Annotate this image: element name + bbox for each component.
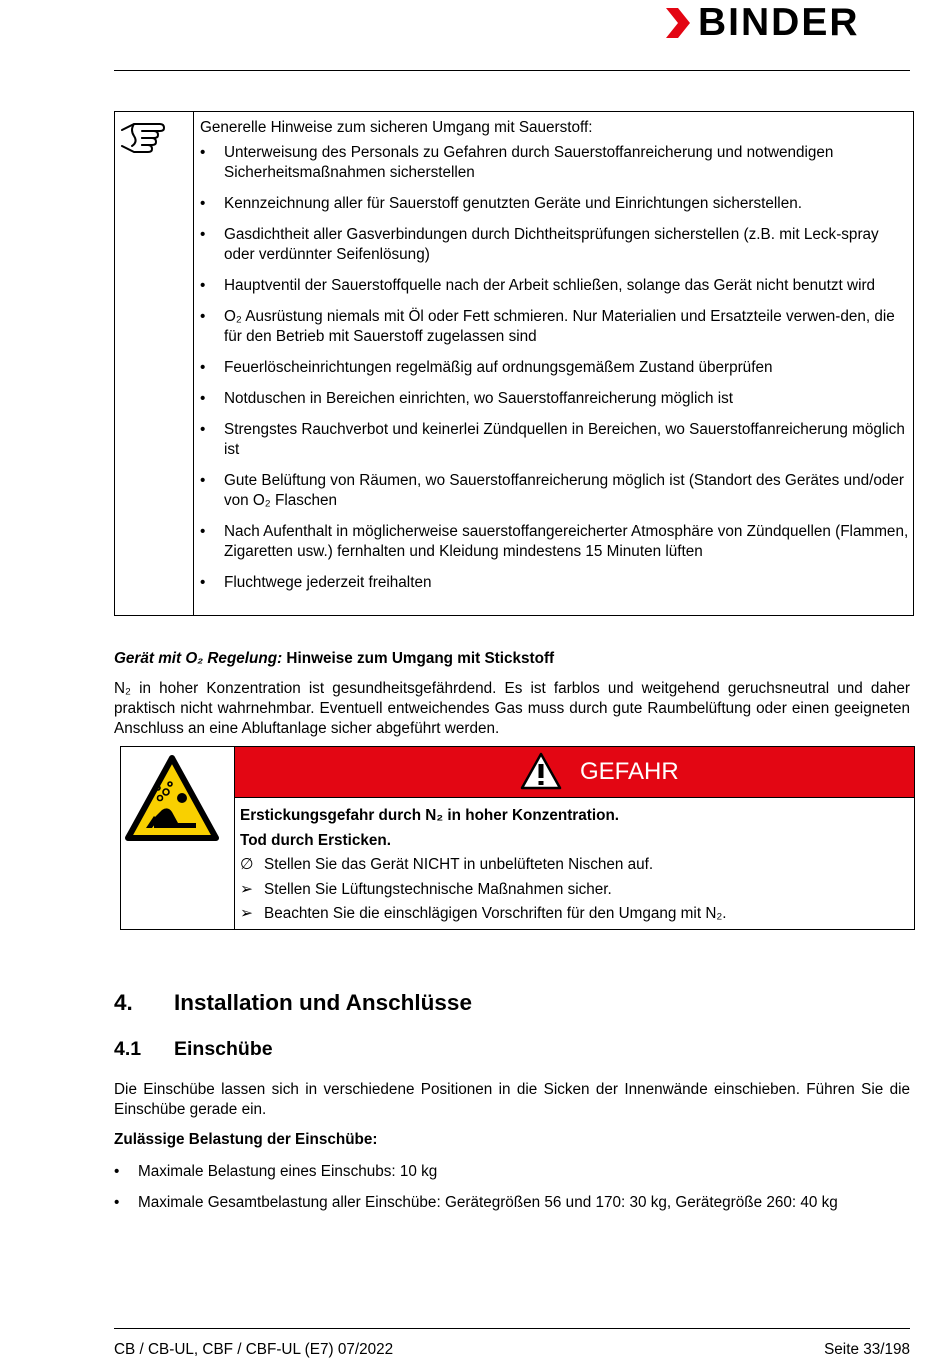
instruction-row [240,853,910,878]
nitrogen-title [114,649,554,669]
warning-triangle-icon [520,752,562,790]
oxygen-safety-list [200,143,910,593]
list-item: • Notduschen in Bereichen einrichten, wo Sauerstoffanreicherung möglich ist [200,389,910,409]
consequence-statement: Tod durch Ersticken. [240,831,392,849]
list-item: • Strengstes Rauchverbot und keinerlei Zündquellen in Bereichen, wo Sauerstoffanreicherung möglich ist [200,420,910,460]
signal-word: GEFAHR [580,758,679,785]
section-number: 4. [114,990,133,1015]
list-item: • Unterweisung des Personals zu Gefahren durch Sauerstoffanreicherung und notwendigen Sicherheitsmaßnahmen sicherstellen [200,143,910,183]
list-item: • Maximale Belastung eines Einschubs: 10 kg [114,1162,914,1182]
section-heading-4-1 [114,1036,273,1062]
hazard-statement: Erstickungsgefahr durch N₂ in hoher Konzentration. [240,807,620,824]
nitrogen-paragraph: N₂ in hoher Konzentration ist gesundheitsgefährdend. Es ist farblos und weitgehend geruchsneutral und daher praktisch nicht wahrnehmbar. Eventuell entweichendes Gas muss durch gute Raumbelüftung oder einen geeigneten Anschluss an eine Abluftanlage sicher abgeführt werden. [114,680,910,737]
instruction-row [240,902,910,927]
list-item: • Nach Aufenthalt in möglicherweise sauerstoffangereicherter Atmosphäre von Zündquellen (Flammen, Zigaretten usw.) fernhalten und Kleidung mindestens 15 Minuten lüften [200,522,910,562]
list-item: • Gasdichtheit aller Gasverbindungen durch Dichtheitsprüfungen sicherstellen (z.B. mit Leck-spray oder verdünnter Seifenlösung) [200,225,910,265]
danger-body [240,804,910,927]
instruction-text: Stellen Sie das Gerät NICHT in unbelüfteten Nischen auf. [264,856,654,873]
list-item: • O₂ Ausrüstung niemals mit Öl oder Fett schmieren. Nur Materialien und Ersatzteile verwen-den, die für den Betrieb mit Sauerstoff zugelassen sind [200,307,910,347]
binder-logo [664,1,910,44]
section-title: Einschübe [174,1038,273,1060]
note-divider [193,111,194,616]
footer-doc-id: CB / CB-UL, CBF / CBF-UL (E7) 07/2022 [114,1341,394,1358]
nitrogen-title-rest: Hinweise zum Umgang mit Stickstoff [286,650,555,667]
asphyxiation-hazard-icon [124,754,220,842]
logo-text: BINDER [698,1,860,44]
pointing-hand-icon [120,116,168,158]
prohibition-icon: ∅ [240,856,254,873]
instruction-row [240,878,910,903]
header-rule [114,70,910,71]
binder-red-arrow-icon [664,4,694,42]
arrow-bullet-icon: ➢ [240,905,253,922]
note-content [200,118,910,604]
section-title: Installation und Anschlüsse [174,990,472,1015]
nitrogen-title-italic: Gerät mit O₂ Regelung: [114,650,283,667]
list-item: • Maximale Gesamtbelastung aller Einschübe: Gerätegrößen 56 und 170: 30 kg, Gerätegröße 260: 40 kg [114,1193,914,1213]
note-heading: Generelle Hinweise zum sicheren Umgang mit Sauerstoff: [200,119,593,136]
section-number: 4.1 [114,1038,142,1060]
load-heading: Zulässige Belastung der Einschübe: [114,1131,378,1148]
list-item: • Kennzeichnung aller für Sauerstoff genutzten Geräte und Einrichtungen sicherstellen. [200,194,910,214]
shelves-paragraph: Die Einschübe lassen sich in verschiedene Positionen in die Sicken der Innenwände einschieben. Führen Sie die Einschübe gerade ein. [114,1081,910,1118]
list-item: • Feuerlöscheinrichtungen regelmäßig auf ordnungsgemäßem Zustand überprüfen [200,358,910,378]
instruction-text: Beachten Sie die einschlägigen Vorschriften für den Umgang mit N₂. [264,905,727,922]
load-list [114,1162,914,1224]
section-heading-4 [114,988,472,1018]
list-item: • Hauptventil der Sauerstoffquelle nach der Arbeit schließen, solange das Gerät nicht benutzt wird [200,276,910,296]
list-item: • Fluchtwege jederzeit freihalten [200,573,910,593]
danger-header [235,747,914,798]
footer-rule [114,1328,910,1329]
footer-page-number: Seite 33/198 [824,1341,910,1358]
instruction-text: Stellen Sie Lüftungstechnische Maßnahmen sicher. [264,880,612,898]
arrow-bullet-icon: ➢ [240,880,253,898]
list-item: • Gute Belüftung von Räumen, wo Sauerstoffanreicherung möglich ist (Standort des Gerätes und/oder von O₂ Flaschen [200,471,910,511]
